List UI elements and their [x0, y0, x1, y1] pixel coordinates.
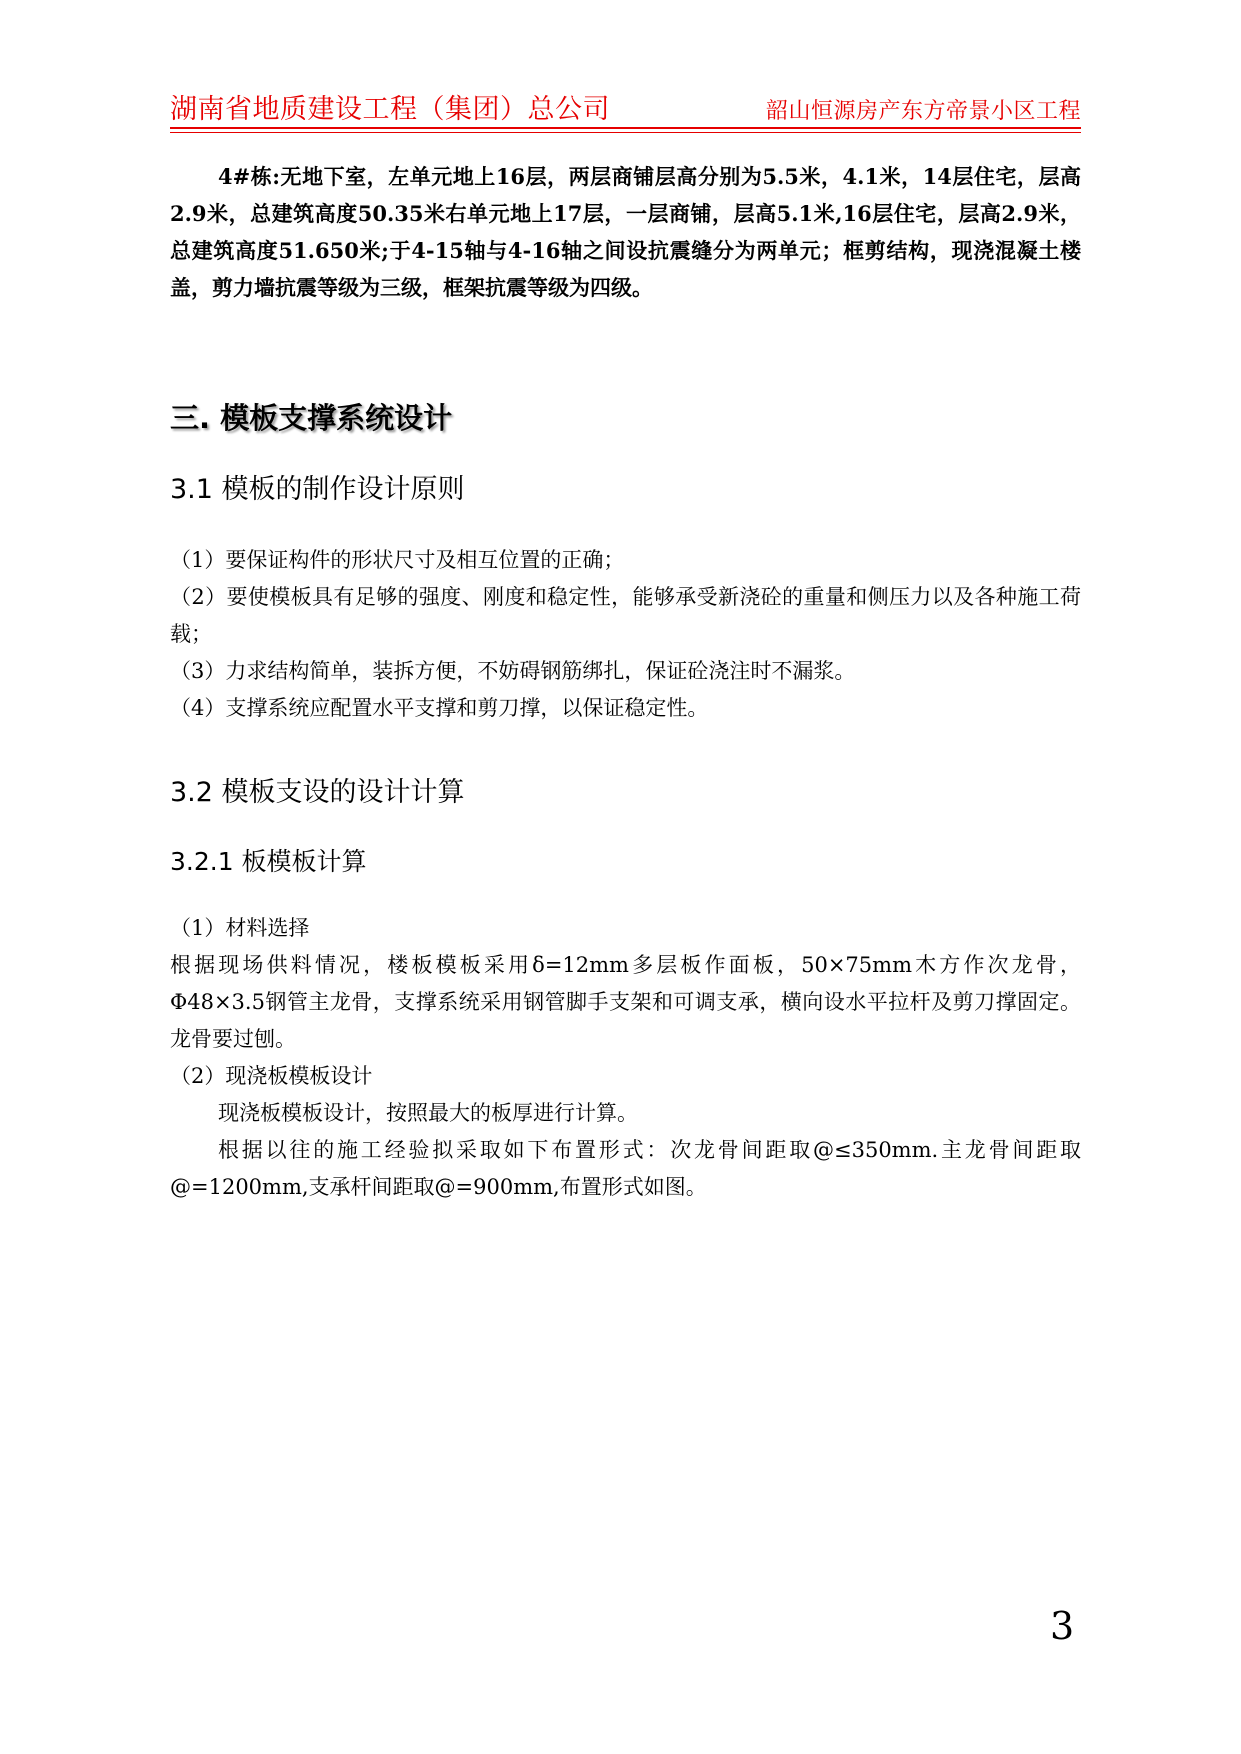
- principles-list: [170, 542, 1081, 727]
- page-header: [170, 92, 1081, 128]
- header-rule: [170, 127, 1081, 129]
- subsection-3-1-title: 3.1 模板的制作设计原则: [170, 474, 465, 505]
- subsection-3-2-title: 3.2 模板支设的设计计算: [170, 777, 465, 808]
- item-material-text: 根据现场供料情况，楼板模板采用δ=12mm多层板作面板，50×75mm木方作次龙骨，Φ48×3.5钢管主龙骨，支撑系统采用钢管脚手支架和可调支承，横向设水平拉杆及剪刀撑固定。龙骨要过刨。: [170, 953, 1081, 1051]
- header-company: 湖南省地质建设工程（集团）总公司: [170, 94, 610, 125]
- item-material-title: （1）材料选择: [170, 916, 310, 940]
- item-design-text-1: 现浇板模板设计，按照最大的板厚进行计算。: [218, 1101, 638, 1125]
- section-title: 三. 模板支撑系统设计: [170, 401, 453, 435]
- item-design-text-2: 根据以往的施工经验拟采取如下布置形式：次龙骨间距取@≤350mm.主龙骨间距取@=1200mm,支承杆间距取@=900mm,布置形式如图。: [170, 1138, 1081, 1199]
- intro-block: [170, 158, 1081, 306]
- item-design-title: （2）现浇板模板设计: [170, 1064, 373, 1088]
- list-item: （3）力求结构简单，装拆方便，不妨碍钢筋绑扎，保证砼浇注时不漏浆。: [170, 659, 856, 683]
- page-number: 3: [1050, 1604, 1075, 1648]
- subsection-3-2-1-title: 3.2.1 板模板计算: [170, 847, 367, 876]
- list-item: （2）要使模板具有足够的强度、刚度和稳定性，能够承受新浇砼的重量和侧压力以及各种施工荷载；: [170, 585, 1081, 646]
- header-project: 韶山恒源房产东方帝景小区工程: [765, 99, 1081, 124]
- header-rule-thin: [170, 132, 1081, 133]
- list-item: （1）要保证构件的形状尺寸及相互位置的正确；: [170, 548, 625, 572]
- calc-block: [170, 910, 1081, 1206]
- list-item: （4）支撑系统应配置水平支撑和剪刀撑，以保证稳定性。: [170, 696, 709, 720]
- intro-paragraph: 4#栋:无地下室，左单元地上16层，两层商铺层高分别为5.5米，4.1米，14层住宅，层高2.9米，总建筑高度50.35米右单元地上17层，一层商铺，层高5.1米,16层住宅，层高2.9米，总建筑高度51.650米;于4-15轴与4-16轴之间设抗震缝分为两单元；框剪结构，现浇混凝土楼盖，剪力墙抗震等级为三级，框架抗震等级为四级。: [170, 164, 1081, 300]
